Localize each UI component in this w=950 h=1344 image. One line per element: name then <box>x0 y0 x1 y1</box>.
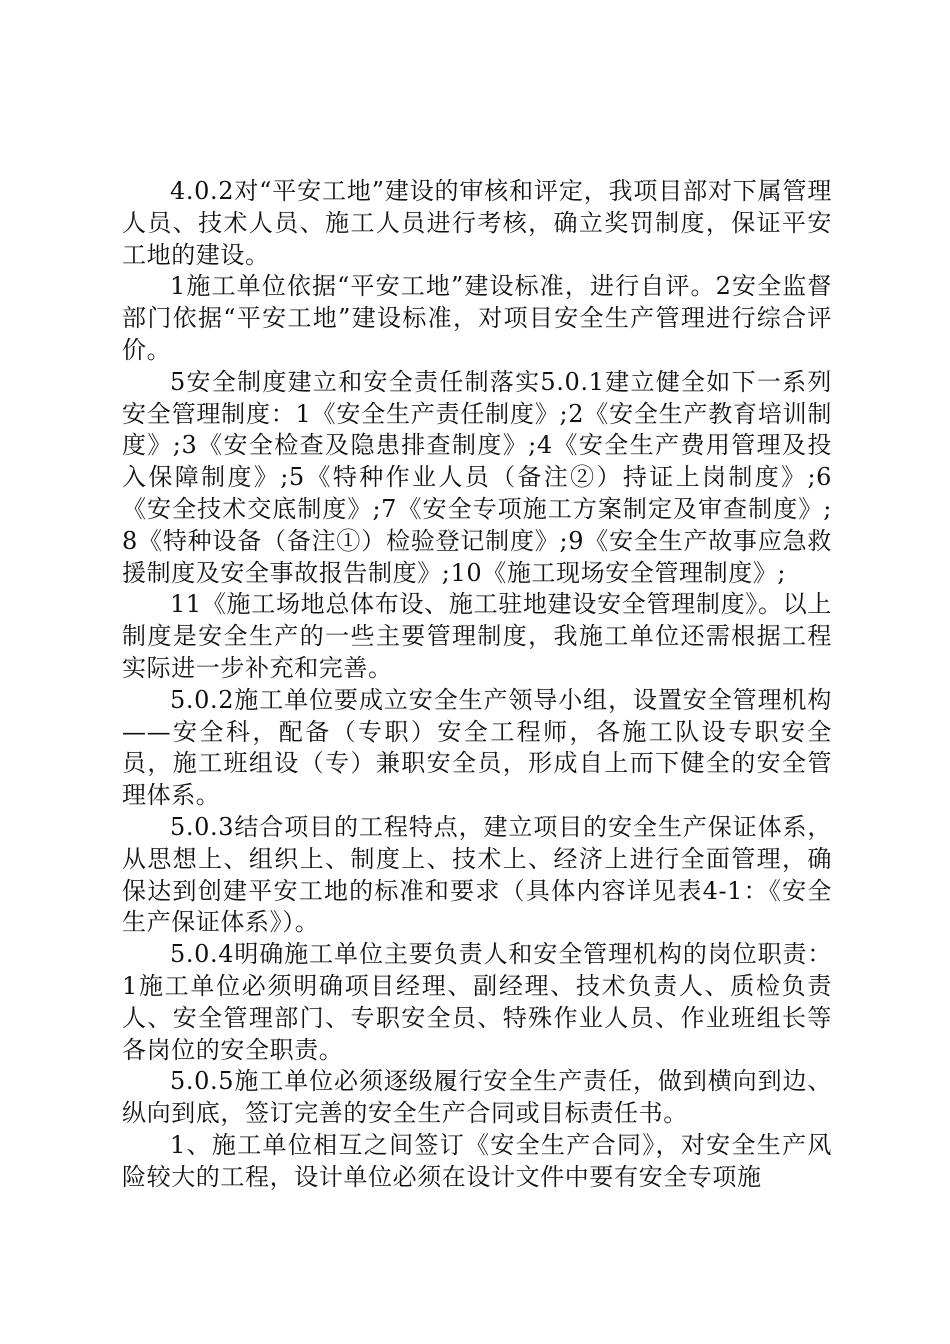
paragraph-self-evaluation: 1施工单位依据“平安工地”建设标准，进行自评。2安全监督部门依据“平安工地”建设标准，对项目安全生产管理进行综合评价。 <box>122 272 832 364</box>
paragraph-5-0-1: 5安全制度建立和安全责任制落实5.0.1建立健全如下一系列安全管理制度：1《安全生产责任制度》;2《安全生产教育培训制度》;3《安全检查及隐患排查制度》;4《安全生产费用管理及投入保障制度》;5《特种作业人员（备注②）持证上岗制度》;6《安全技术交底制度》;7《安全专项施工方案制定及审查制度》;8《特种设备（备注①）检验登记制度》;9《安全生产故事应急救援制度及安全事故报告制度》;10《施工现场安全管理制度》; <box>122 367 832 587</box>
paragraph-5-0-3: 5.0.3结合项目的工程特点，建立项目的安全生产保证体系，从思想上、组织上、制度上、技术上、经济上进行全面管理，确保达到创建平安工地的标准和要求（具体内容详见表4-1：《安全生产保证体系》）。 <box>122 812 832 937</box>
paragraph-item-11: 11《施工场地总体布设、施工驻地建设安全管理制度》。以上制度是安全生产的一些主要管理制度，我施工单位还需根据工程实际进一步补充和完善。 <box>122 590 832 682</box>
document-body <box>122 176 832 1194</box>
paragraph-5-0-5: 5.0.5施工单位必须逐级履行安全生产责任，做到横向到边、纵向到底，签订完善的安全生产合同或目标责任书。 <box>122 1067 832 1128</box>
paragraph-4-0-2: 4.0.2对“平安工地”建设的审核和评定，我项目部对下属管理人员、技术人员、施工人员进行考核，确立奖罚制度，保证平安工地的建设。 <box>122 177 832 269</box>
paragraph-5-0-4: 5.0.4明确施工单位主要负责人和安全管理机构的岗位职责：1施工单位必须明确项目经理、副经理、技术负责人、质检负责人、安全管理部门、专职安全员、特殊作业人员、作业班组长等各岗位的安全职责。 <box>122 940 832 1064</box>
paragraph-safety-contract: 1、施工单位相互之间签订《安全生产合同》，对安全生产风险较大的工程，设计单位必须在设计文件中要有安全专项施 <box>122 1130 832 1191</box>
paragraph-5-0-2: 5.0.2施工单位要成立安全生产领导小组，设置安全管理机构——安全科，配备（专职）安全工程师，各施工队设专职安全员，施工班组设（专）兼职安全员，形成自上而下健全的安全管理体系。 <box>122 685 832 810</box>
